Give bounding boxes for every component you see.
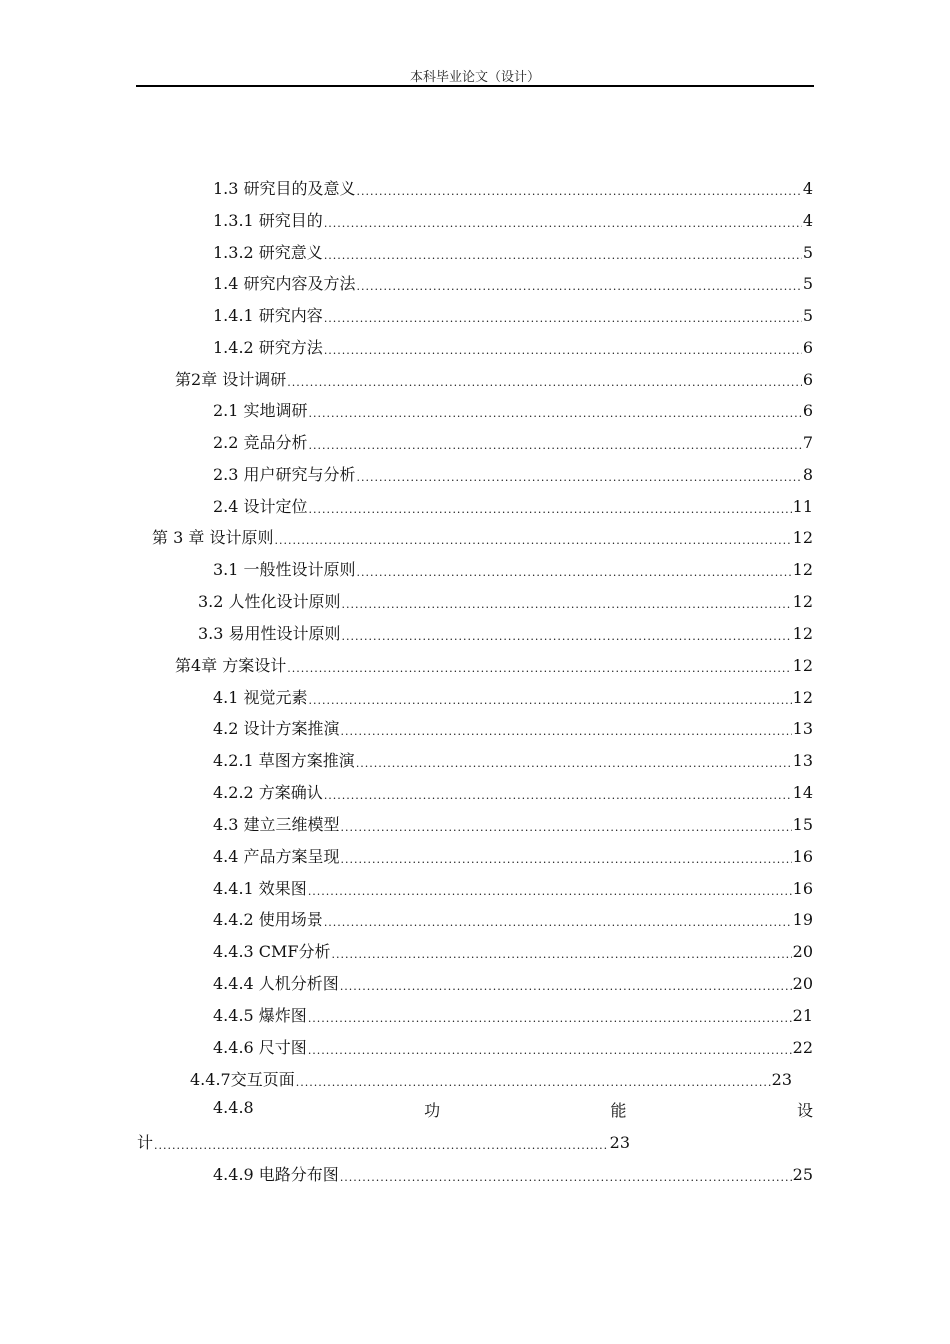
toc-label: 4.1 视觉元素 [213,688,308,707]
toc-label: 4.4.9 电路分布图 [213,1165,339,1184]
toc-page-number: 6 [802,338,813,357]
toc-label: 4.2.2 方案确认 [213,783,323,802]
toc-page-number: 14 [792,783,813,802]
toc-page-number: 4 [802,179,813,198]
toc-label: 计 [137,1133,154,1152]
toc-leader-dots [274,533,791,549]
toc-label: 3.3 易用性设计原则 [198,624,341,643]
toc-entry[interactable] [175,653,813,677]
toc-label: 1.4.1 研究内容 [213,306,323,325]
toc-page-number: 6 [802,370,813,389]
toc-entry[interactable] [213,780,813,804]
toc-leader-dots [340,1170,792,1186]
toc-entry[interactable] [213,430,813,454]
toc-leader-dots [308,1043,792,1059]
toc-label: 1.4.2 研究方法 [213,338,323,357]
toc-label-part: 设 [796,1101,813,1120]
toc-page-number: 16 [792,879,813,898]
toc-entry[interactable] [213,685,813,709]
toc-entry[interactable] [213,494,813,518]
toc-label: 4.4 产品方案呈现 [213,847,340,866]
toc-label: 3.2 人性化设计原则 [198,592,341,611]
toc-page-number: 12 [792,656,813,675]
toc-leader-dots [324,915,792,931]
toc-page-number: 13 [792,751,813,770]
toc-page-number: 12 [792,592,813,611]
toc-leader-dots [287,375,802,391]
toc-page-number: 5 [802,306,813,325]
toc-page-number: 8 [802,465,813,484]
toc-entry[interactable] [190,1067,792,1091]
toc-leader-dots [309,502,792,518]
toc-page-number: 20 [792,974,813,993]
toc-label: 4.4.4 人机分析图 [213,974,339,993]
toc-entry[interactable] [213,335,813,359]
toc-entry[interactable] [137,1130,630,1154]
toc-leader-dots [309,693,792,709]
toc-page-number: 6 [802,401,813,420]
toc-page-number: 22 [792,1038,813,1057]
toc-label: 2.2 竞品分析 [213,433,308,452]
toc-page-number: 5 [802,243,813,262]
toc-entry[interactable] [213,240,813,264]
toc-leader-dots [324,343,802,359]
toc-label: 第2章 设计调研 [175,370,287,389]
toc-label: 1.3.2 研究意义 [213,243,323,262]
toc-leader-dots [356,756,792,772]
toc-leader-dots [357,184,802,200]
toc-entry[interactable] [175,367,813,391]
toc-entry[interactable] [198,589,813,613]
toc-page-number: 16 [792,847,813,866]
toc-leader-dots [309,406,802,422]
toc-leader-dots [357,470,802,486]
toc-label: 4.4.2 使用场景 [213,910,323,929]
toc-entry[interactable] [213,462,813,486]
toc-label: 3.1 一般性设计原则 [213,560,356,579]
toc-page-number: 23 [609,1133,630,1152]
toc-page-number: 12 [792,528,813,547]
toc-entry[interactable] [213,557,813,581]
toc-entry[interactable] [213,812,813,836]
toc-entry[interactable] [213,1003,813,1027]
toc-label: 2.3 用户研究与分析 [213,465,356,484]
toc-entry[interactable] [198,621,813,645]
toc-entry[interactable] [152,525,813,549]
toc-page-number: 13 [792,719,813,738]
toc-page-number: 7 [802,433,813,452]
toc-entry[interactable] [213,844,813,868]
toc-label-part: 4.4.8 [213,1098,254,1117]
toc-page-number: 21 [792,1006,813,1025]
toc-label: 第 3 章 设计原则 [152,528,274,547]
toc-entry[interactable] [213,716,813,740]
toc-leader-dots [342,597,792,613]
toc-leader-dots [324,216,802,232]
toc-entry[interactable] [213,876,813,900]
toc-entry[interactable] [213,939,813,963]
toc-page-number: 20 [792,942,813,961]
toc-label: 1.3.1 研究目的 [213,211,323,230]
toc-entry[interactable] [213,176,813,200]
toc-label: 4.4.6 尺寸图 [213,1038,307,1057]
toc-entry[interactable] [213,1162,813,1186]
toc-label: 第4章 方案设计 [175,656,287,675]
toc-entry[interactable] [213,748,813,772]
toc-leader-dots [324,311,802,327]
toc-page-number: 23 [771,1070,792,1089]
toc-label: 2.4 设计定位 [213,497,308,516]
toc-leader-dots [308,1011,792,1027]
toc-label: 1.3 研究目的及意义 [213,179,356,198]
toc-leader-dots [342,629,792,645]
toc-leader-dots [324,248,802,264]
toc-page-number: 15 [792,815,813,834]
toc-page-number: 11 [792,497,813,516]
toc-page-number: 19 [792,910,813,929]
toc-label: 4.4.1 效果图 [213,879,307,898]
toc-leader-dots [341,820,792,836]
page-header-title: 本科毕业论文（设计） [409,70,540,85]
toc-page-number: 5 [802,274,813,293]
toc-label: 2.1 实地调研 [213,401,308,420]
toc-entry-justified[interactable] [213,1098,813,1121]
toc-page-number: 25 [792,1165,813,1184]
toc-leader-dots [341,852,792,868]
toc-leader-dots [296,1075,771,1091]
toc-page-number: 12 [792,624,813,643]
toc-leader-dots [287,661,791,677]
toc-leader-dots [341,724,792,740]
toc-entry[interactable] [213,303,813,327]
toc-page-number: 12 [792,560,813,579]
toc-label: 4.2.1 草图方案推演 [213,751,355,770]
toc-label: 4.2 设计方案推演 [213,719,340,738]
toc-label-part: 能 [610,1101,627,1120]
toc-leader-dots [308,884,792,900]
toc-entry[interactable] [213,971,813,995]
toc-leader-dots [309,438,802,454]
toc-leader-dots [154,1138,609,1154]
toc-label-part: 功 [424,1101,441,1120]
toc-label: 1.4 研究内容及方法 [213,274,356,293]
toc-page-number: 4 [802,211,813,230]
toc-label: 4.4.3 CMF分析 [213,942,331,961]
toc-entry[interactable] [213,208,813,232]
header-rule [136,85,814,87]
toc-leader-dots [357,565,792,581]
toc-entry[interactable] [213,398,813,422]
toc-leader-dots [357,279,802,295]
toc-label: 4.3 建立三维模型 [213,815,340,834]
toc-entry[interactable] [213,1035,813,1059]
toc-leader-dots [324,788,792,804]
toc-leader-dots [332,947,792,963]
toc-entry[interactable] [213,271,813,295]
toc-entry[interactable] [213,907,813,931]
toc-label: 4.4.7交互页面 [190,1070,295,1089]
toc-leader-dots [340,979,792,995]
toc-label: 4.4.5 爆炸图 [213,1006,307,1025]
toc-page-number: 12 [792,688,813,707]
